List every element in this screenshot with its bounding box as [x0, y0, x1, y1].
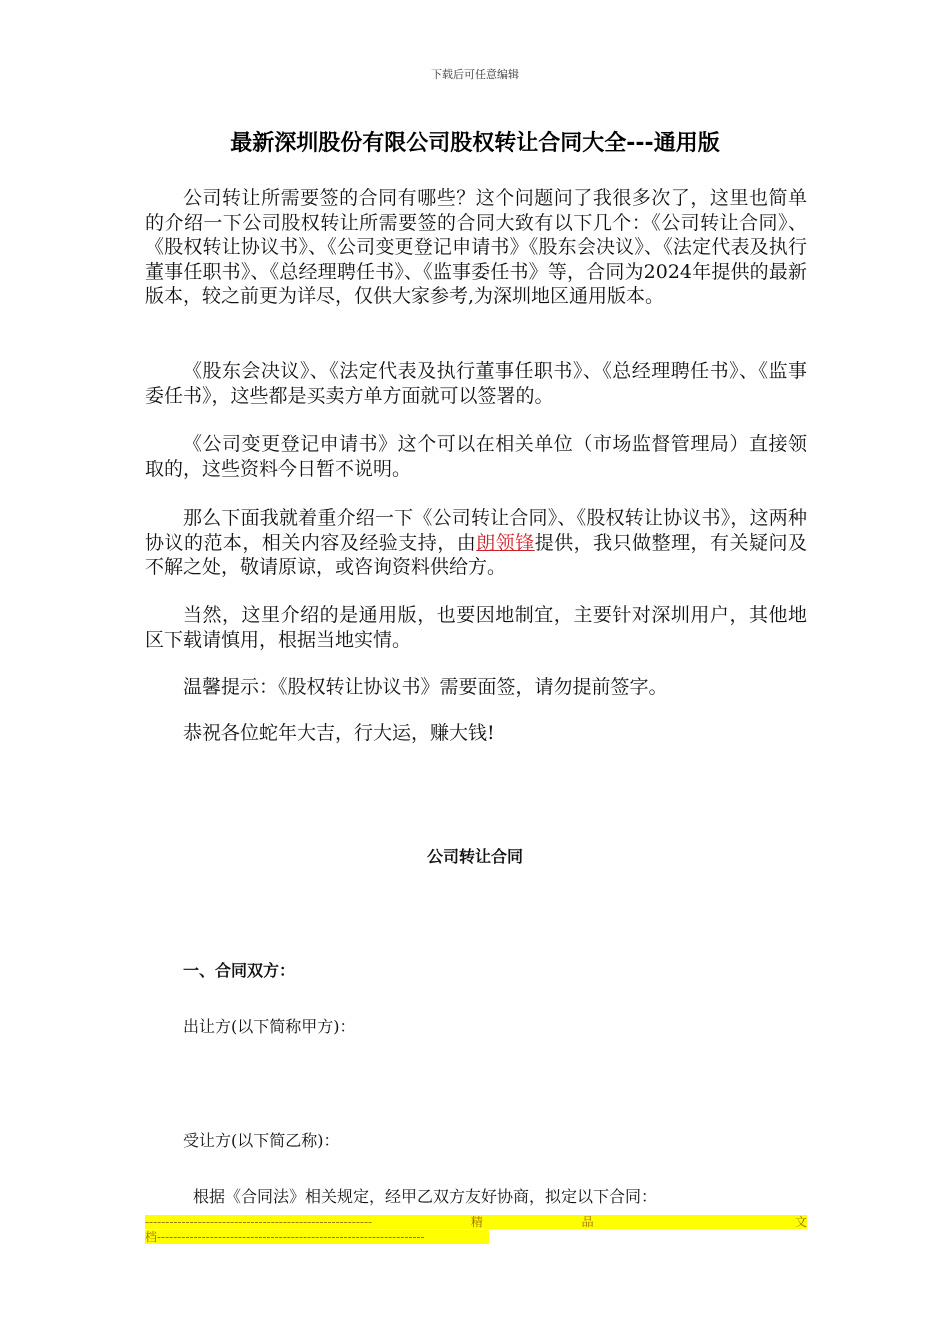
footer-char-3: 文	[794, 1215, 807, 1229]
intro-paragraph-5-wrap	[145, 603, 807, 652]
contract-title: 公司转让合同	[426, 847, 523, 866]
provider-link[interactable]: 朗领锋	[476, 531, 535, 554]
p4-text-before: 那么下面我就着重介绍一下《公司转让合同》、《股权转让协议书》，这两种协议的范本，相关内容及经验支持，由	[145, 507, 807, 554]
footer-char-2: 品	[581, 1215, 594, 1229]
footer-dashes: --------------------------------------------------------	[145, 1215, 373, 1229]
intro-paragraph-7: 恭祝各位蛇年大吉，行大运，赚大钱!	[183, 722, 495, 744]
footer-char-1: 精	[470, 1215, 483, 1229]
p4-text-after: 提供，我只做整理，有关疑问及不解之处，敬请原谅，或咨询资料供给方。	[145, 531, 807, 578]
intro-paragraph-1: 公司转让所需要签的合同有哪些？这个问题问了我很多次了，这里也简单的介绍一下公司股权转让所需要签的合同大致有以下几个：《公司转让合同》、《股权转让协议书》、《公司变更登记申请书》《股东会决议》、《法定代表及执行董事任职书》、《总经理聘任书》、《监事委任书》等，合同为2024年提供的最新版本，较之前更为详尽，仅供大家参考,为深圳地区通用版本。	[145, 187, 807, 307]
intro-paragraph-2-wrap	[145, 359, 807, 408]
intro-paragraph-3-wrap	[145, 432, 807, 481]
intro-paragraph-7-wrap	[145, 721, 807, 746]
contract-basis-line: 根据《合同法》相关规定，经甲乙双方友好协商，拟定以下合同：	[193, 1187, 658, 1206]
section-heading-parties: 一、合同双方：	[183, 961, 296, 980]
intro-paragraph-4-wrap	[145, 506, 807, 580]
intro-paragraph-5: 当然，这里介绍的是通用版，也要因地制宜，主要针对深圳用户，其他地区下载请慎用，根据当地实情。	[145, 604, 807, 651]
intro-paragraph-6-wrap	[145, 675, 807, 700]
intro-paragraph-4	[145, 506, 807, 580]
transferee-line: 受让方(以下简乙称)：	[183, 1131, 340, 1150]
transferor-line: 出让方(以下简称甲方)：	[183, 1017, 356, 1036]
intro-paragraph-6: 温馨提示：《股权转让协议书》需要面签，请勿提前签字。	[183, 676, 668, 698]
intro-paragraph-3: 《公司变更登记申请书》这个可以在相关单位（市场监督管理局）直接领取的，这些资料今日暂不说明。	[145, 433, 807, 480]
footer-spacer	[692, 1215, 696, 1229]
footer-banner-line-1	[145, 1215, 807, 1229]
intro-section	[145, 186, 807, 309]
document-title: 最新深圳股份有限公司股权转让合同大全---通用版	[230, 131, 720, 156]
footer-banner-line-2: 档------------------------------------------------------------------	[145, 1230, 489, 1244]
intro-paragraph-2: 《股东会决议》、《法定代表及执行董事任职书》、《总经理聘任书》、《监事委任书》，这些都是买卖方单方面就可以签署的。	[145, 360, 807, 407]
page-header-note: 下载后可任意编辑	[431, 68, 519, 81]
